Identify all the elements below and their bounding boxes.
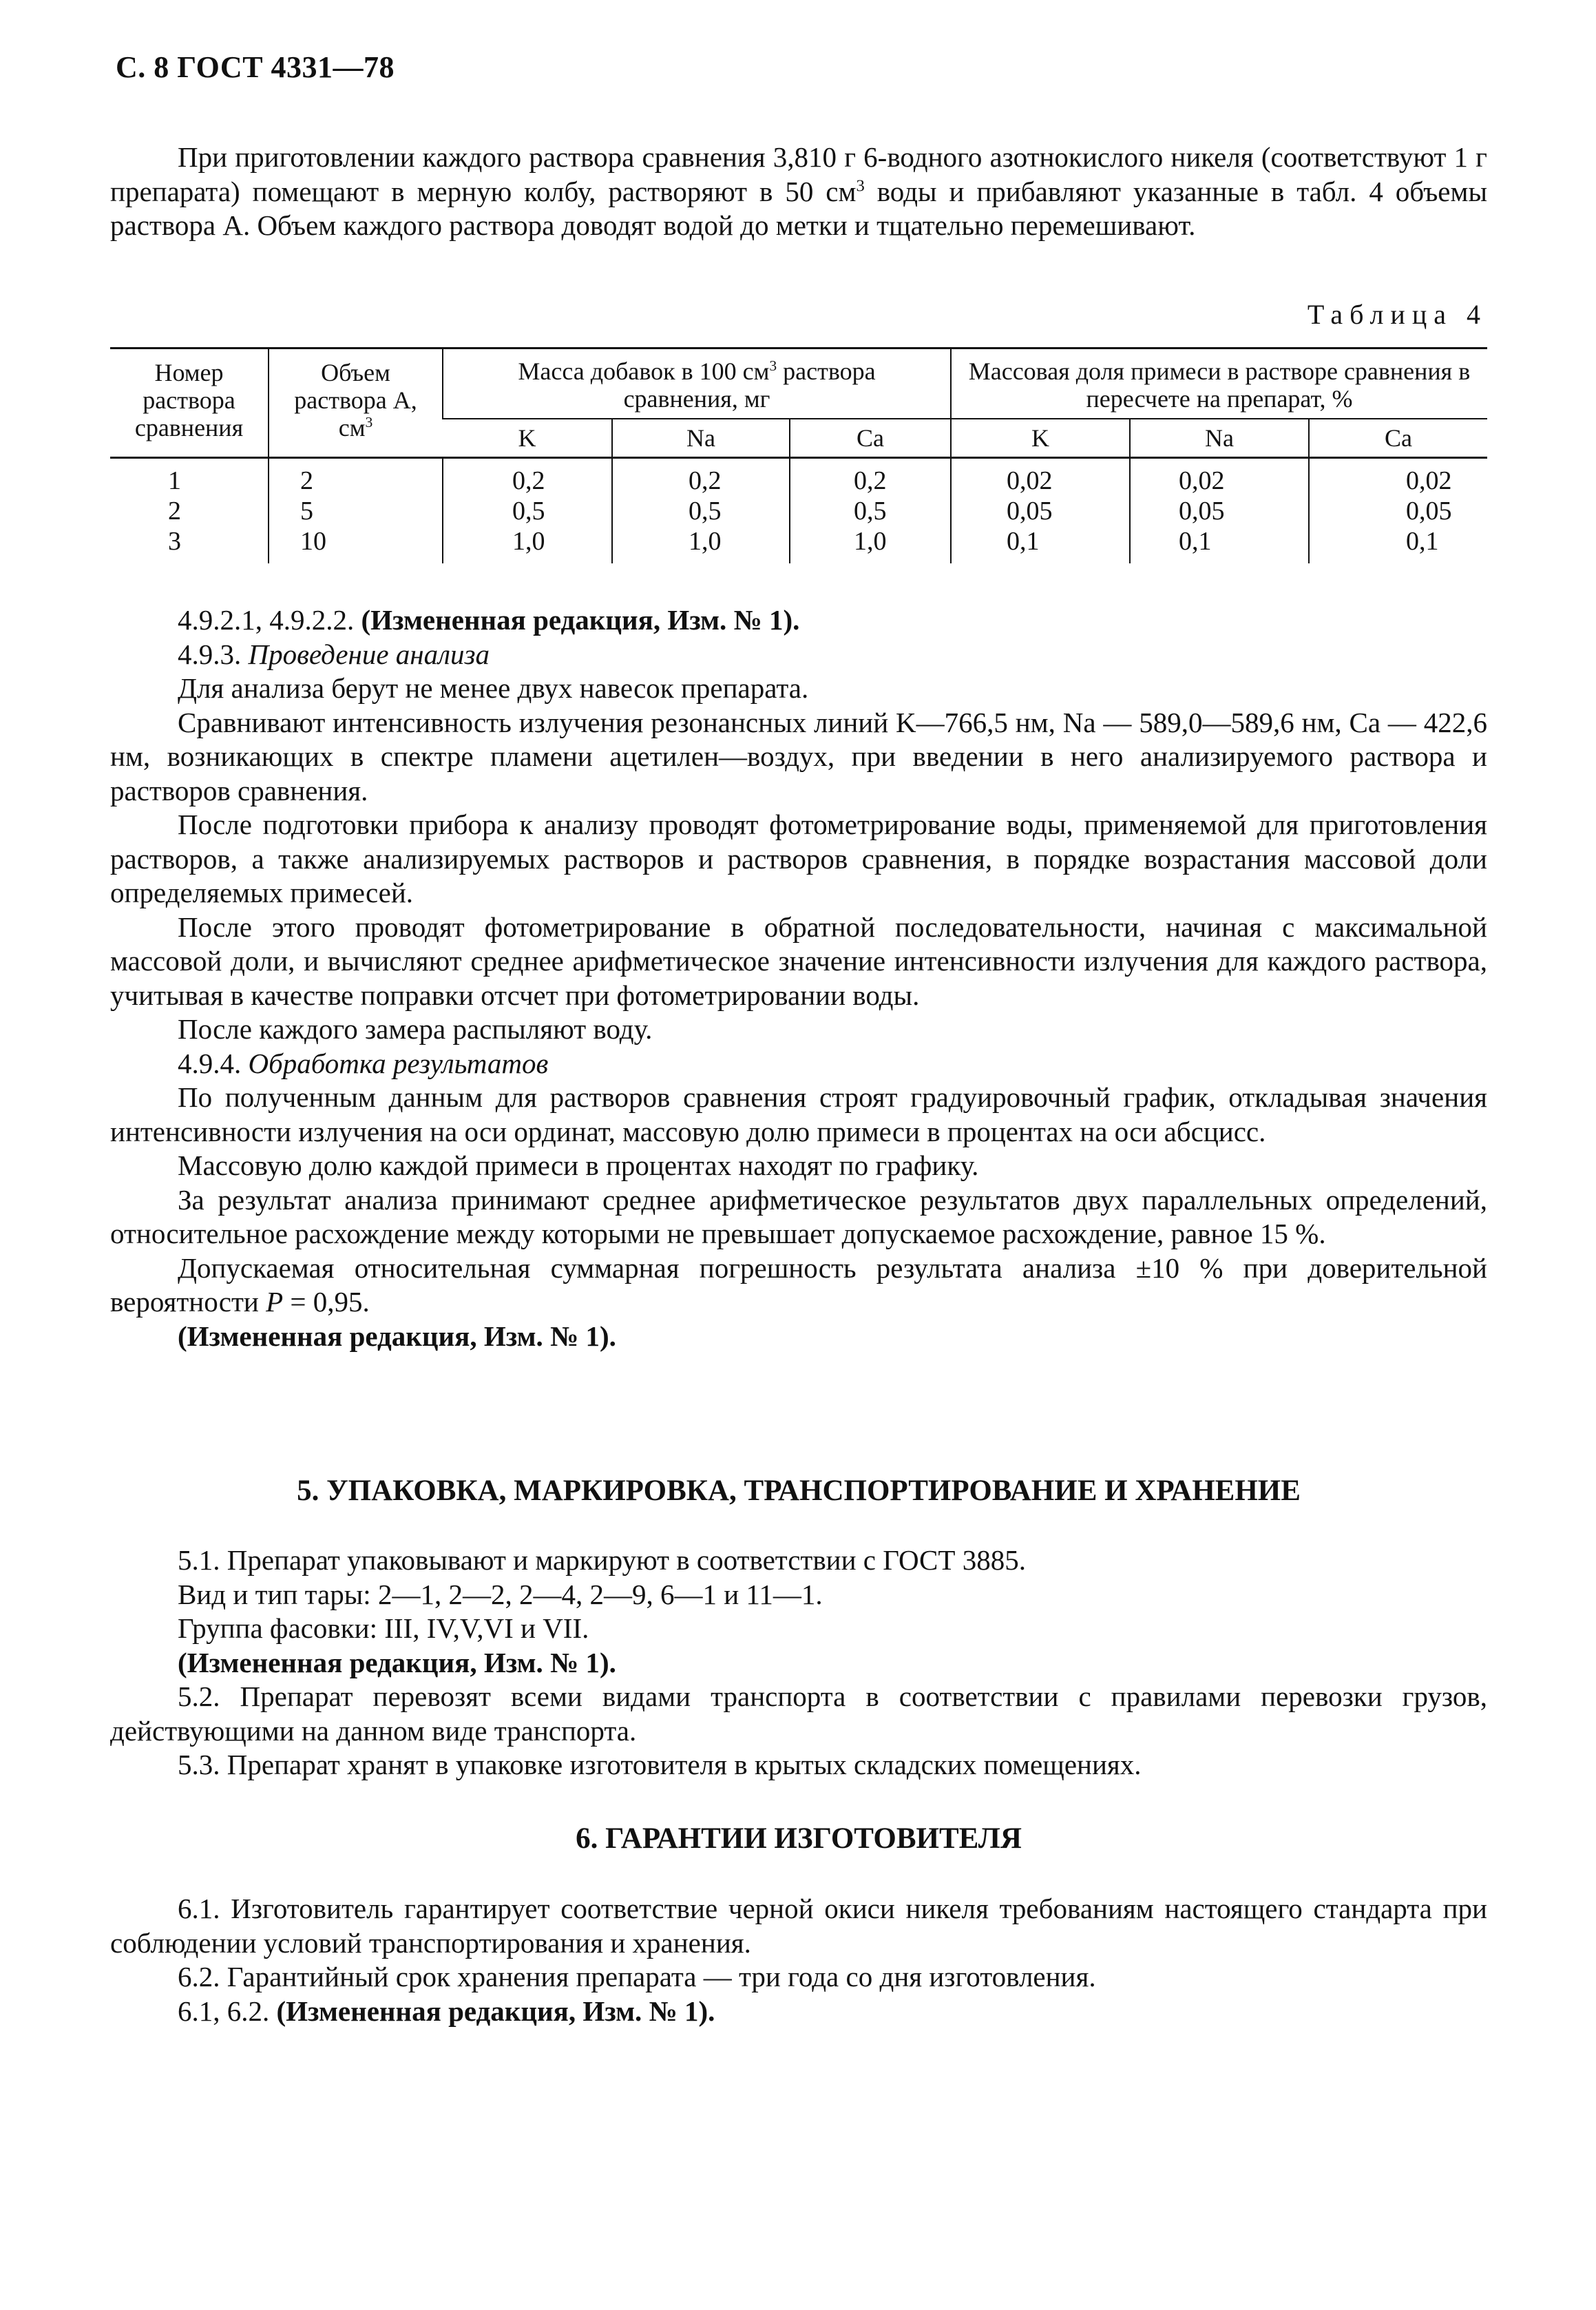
para-spray: После каждого замера распыляют воду. [178, 1013, 653, 1045]
para-error-text-b: = 0,95. [283, 1286, 370, 1318]
para-reverse: После этого проводят фотометрирование в обратной последовательности, начиная с максимальной массовой доли, и вычисляют среднее арифметическое значение интенсивности излучения для каждого раствора, учитывая в качестве поправки отсчет при фотометрировании воды. [110, 911, 1487, 1011]
table-caption: Таблица 4 [1307, 299, 1487, 330]
para-error-text-a: Допускаемая относительная суммарная погрешность результата анализа ±10 % при доверительной вероятности [110, 1251, 1487, 1318]
table-row [110, 526, 1487, 563]
section-4-body [110, 603, 1487, 1353]
para-error [110, 1251, 1487, 1320]
cell-mass-na: 1,0 [612, 526, 790, 563]
cell-mass-na: 0,2 [612, 458, 790, 497]
cell-share-ca: 0,02 [1309, 458, 1487, 497]
para-493-num: 4.9.3. [178, 638, 249, 670]
cell-number: 2 [168, 497, 181, 526]
para-4921-num: 4.9.2.1, 4.9.2.2. [178, 604, 361, 636]
cell-share-ca: 0,05 [1309, 496, 1487, 526]
para-494 [110, 1047, 1487, 1081]
para-packing-group: Группа фасовки: III, IV,V,VI и VII. [178, 1612, 589, 1644]
header-mass-text-a: Масса добавок в 100 см [518, 357, 770, 385]
page-header: С. 8 ГОСТ 4331—78 [116, 50, 395, 84]
para-samples: Для анализа берут не менее двух навесок препарата. [178, 672, 809, 704]
cell-volume: 5 [269, 496, 443, 526]
para-result: За результат анализа принимают среднее арифметическое результатов двух параллельных определений, относительное расхождение между которыми не превышает допускаемое расхождение, равное 15 %. [110, 1183, 1487, 1249]
para-prepare: После подготовки прибора к анализу проводят фотометрирование воды, применяемой для приготовления растворов, а также анализируемых растворов и растворов сравнения, в порядке возрастания массовой доли определяемых примесей. [110, 809, 1487, 908]
section-6-title: 6. ГАРАНТИИ ИЗГОТОВИТЕЛЯ [576, 1822, 1022, 1855]
para-share: Массовую долю каждой примеси в процентах находят по графику. [178, 1149, 979, 1181]
intro-sup: 3 [856, 176, 865, 195]
header-mass [443, 348, 951, 419]
section-5-body [110, 1543, 1487, 1782]
header-share-ca: Ca [1309, 419, 1487, 458]
header-volume-sup: 3 [365, 414, 373, 430]
para-4921 [110, 603, 1487, 638]
intro-paragraph [110, 141, 1487, 243]
intro-text-a: При приготовлении каждого раствора сравнения 3,810 г 6-водного азотнокислого никеля (соответствуют 1 г препарата) помещают в мерную колбу, растворяют в 50 см [110, 141, 1487, 207]
header-mass-sup: 3 [769, 357, 777, 374]
cell-mass-k: 0,5 [443, 496, 612, 526]
cell-number: 1 [168, 466, 181, 495]
subheading-results: Обработка результатов [248, 1047, 549, 1079]
amendment-note: (Измененная редакция, Изм. № 1). [178, 1646, 616, 1678]
cell-mass-ca: 0,5 [790, 496, 951, 526]
amendment-note: (Измененная редакция, Изм. № 1). [361, 604, 800, 636]
header-mass-na: Na [612, 419, 790, 458]
header-share-k: K [951, 419, 1130, 458]
para-tare: Вид и тип тары: 2—1, 2—2, 2—4, 2—9, 6—1 и 11—1. [178, 1578, 823, 1610]
amendment-note: (Измененная редакция, Изм. № 1). [276, 1995, 715, 2027]
cell-volume: 10 [269, 526, 443, 563]
amendment-note: (Измененная редакция, Изм. № 1). [178, 1320, 616, 1352]
subheading-analysis: Проведение анализа [248, 638, 490, 670]
cell-mass-ca: 1,0 [790, 526, 951, 563]
table-row [110, 496, 1487, 526]
header-share: Массовая доля примеси в растворе сравнения в пересчете на препарат, % [951, 348, 1487, 419]
cell-share-na: 0,1 [1130, 526, 1309, 563]
para-62: 6.2. Гарантийный срок хранения препарата — три года со дня изготовления. [178, 1961, 1096, 1992]
section-5-title: 5. УПАКОВКА, МАРКИРОВКА, ТРАНСПОРТИРОВАНИЕ И ХРАНЕНИЕ [297, 1475, 1301, 1507]
cell-share-k: 0,02 [951, 458, 1130, 497]
para-error-p: P [266, 1286, 284, 1318]
cell-number: 3 [168, 527, 181, 556]
cell-share-na: 0,02 [1130, 458, 1309, 497]
cell-share-na: 0,05 [1130, 496, 1309, 526]
cell-mass-na: 0,5 [612, 496, 790, 526]
para-graph: По полученным данным для растворов сравнения строят градуировочный график, откладывая значения интенсивности излучения на оси ординат, массовую долю примеси в процентах на оси абсцисс. [110, 1081, 1487, 1147]
para-51: 5.1. Препарат упаковывают и маркируют в соответствии с ГОСТ 3885. [178, 1544, 1026, 1576]
cell-mass-k: 0,2 [443, 458, 612, 497]
cell-share-ca: 0,1 [1309, 526, 1487, 563]
para-6162 [110, 1995, 1487, 2029]
para-52: 5.2. Препарат перевозят всеми видами транспорта в соответствии с правилами перевозки грузов, действующими на данном виде транспорта. [110, 1681, 1487, 1747]
header-volume-text: Объем раствора А, см [294, 359, 417, 441]
header-share-na: Na [1130, 419, 1309, 458]
cell-mass-ca: 0,2 [790, 458, 951, 497]
cell-mass-k: 1,0 [443, 526, 612, 563]
section-6-body [110, 1892, 1487, 2028]
cell-share-k: 0,05 [951, 496, 1130, 526]
header-mass-text-b: раствора сравнения, мг [623, 357, 876, 413]
para-compare: Сравнивают интенсивность излучения резонансных линий K—766,5 нм, Na — 589,0—589,6 нм, Ca — 422,6 нм, возникающих в спектре пламени ацетилен—воздух, при введении в него анализируемого раствора и растворов сравнения. [110, 706, 1487, 807]
para-53: 5.3. Препарат хранят в упаковке изготовителя в крытых складских помещениях. [178, 1749, 1142, 1780]
para-61: 6.1. Изготовитель гарантирует соответствие черной окиси никеля требованиям настоящего стандарта при соблюдении условий транспортирования и хранения. [110, 1893, 1487, 1959]
para-494-num: 4.9.4. [178, 1047, 249, 1079]
header-number: Номер раствора сравнения [134, 359, 244, 441]
cell-volume: 2 [269, 458, 443, 497]
header-volume [269, 348, 443, 458]
table-row [110, 458, 1487, 497]
header-mass-k: K [443, 419, 612, 458]
cell-share-k: 0,1 [951, 526, 1130, 563]
para-493 [110, 638, 1487, 672]
para-6162-num: 6.1, 6.2. [178, 1995, 277, 2027]
intro-text [110, 141, 1487, 243]
table-4 [110, 347, 1487, 563]
intro-text-b: воды и прибавляют указанные в табл. 4 объемы раствора А. Объем каждого раствора доводят водой до метки и тщательно перемешивают. [110, 175, 1488, 241]
header-mass-ca: Ca [790, 419, 951, 458]
